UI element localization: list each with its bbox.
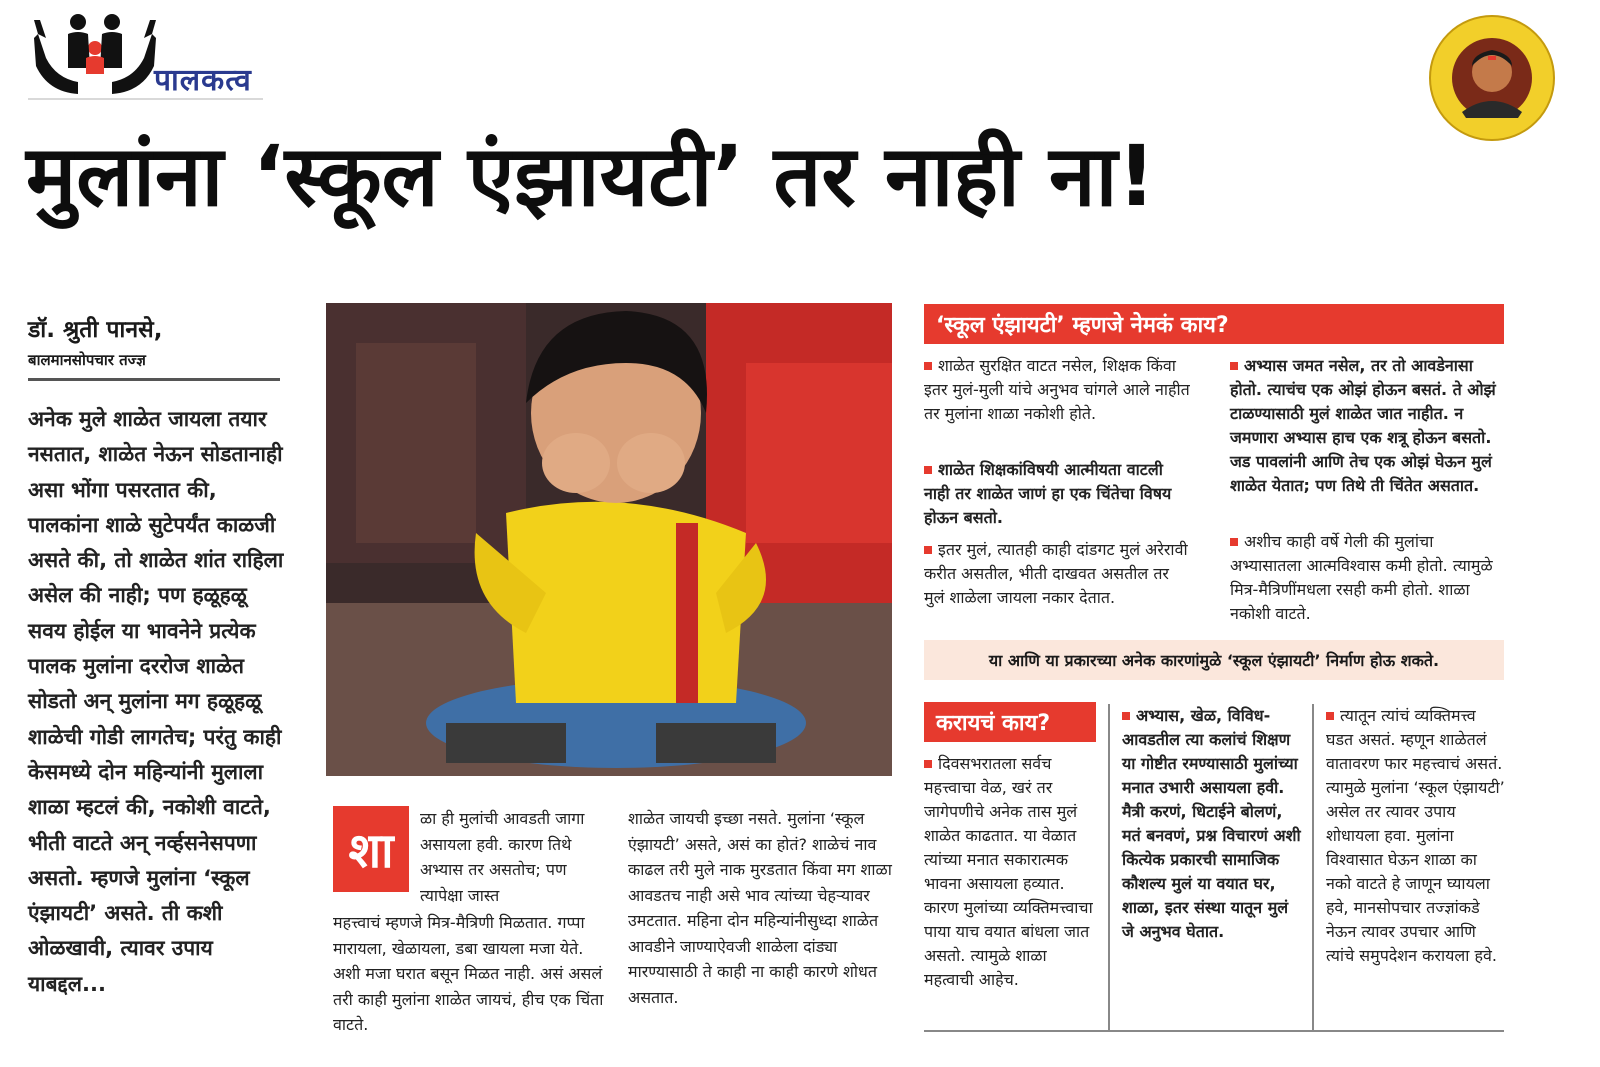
box2-heading: करायचं काय?	[924, 702, 1096, 742]
box1-heading: ‘स्कूल एंझायटी’ म्हणजे नेमकं काय?	[924, 304, 1504, 344]
column-divider	[1108, 704, 1110, 1030]
bullet-square-icon	[1230, 538, 1238, 546]
bullet-square-icon	[924, 546, 932, 554]
author-name: डॉ. श्रुती पानसे,	[28, 317, 163, 343]
dropcap: शा	[333, 806, 409, 892]
bullet-item: अभ्यास, खेळ, विविध-आवडतील त्या कलांचं शिक्षण या गोष्टीत रमण्यासाठी मुलांच्या मनात उभारी असायला हवी. मैत्री करणं, धिटाईने बोलणं, मतं बनवणं, प्रश्न विचारणं अशी कित्येक प्रकारची सामाजिक कौशल्य मुलं या वयात घर, शाळा, इतर संस्था यातून मुलं जे अनुभव घेतात.	[1122, 706, 1301, 941]
bullet-item: दिवसभरातला सर्वच महत्त्वाचा वेळ, खरं तर जागेपणीचे अनेक तास मुलं शाळेत काढतात. या वेळात त्यांच्या मनात सकारात्मक भावना असायला हव्यात. कारण मुलांच्या व्यक्तिमत्त्वाचा पाया याच वयात बांधला जात असतो. त्यामुळे शाळा महत्वाची आहेच.	[924, 754, 1093, 989]
bullet-item: शाळेत सुरक्षित वाटत नसेल, शिक्षक किंवा इतर मुलं-मुली यांचे अनुभव चांगले आले नाहीत तर मुलांना शाळा नकोशी होते.	[924, 356, 1190, 423]
article-col1-bottom: महत्त्वाचं म्हणजे मित्र-मैत्रिणी मिळतात. गप्पा मारायला, खेळायला, डबा खायला मजा येते. अशी मजा घरात बसून मिळत नाही. असं असलं तरी काही मुलांना शाळेत जायचं, हीच एक चिंता वाटते.	[333, 913, 604, 1034]
bullet-item: शाळेत शिक्षकांविषयी आत्मीयता वाटली नाही तर शाळेत जाणं हा एक चिंतेचा विषय होऊन बसतो.	[924, 460, 1172, 527]
article-col1-top: ळा ही मुलांची आवडती जागा असायला हवी. कारण तिथे अभ्यास तर असतोच; पण त्यापेक्षा जास्त	[420, 809, 585, 905]
bullet-item: इतर मुलं, त्यातही काही दांडगट मुलं अरेरावी करीत असतील, भीती दाखवत असतील तर मुलं शाळेला जायला नकार देतात.	[924, 540, 1188, 607]
crying-child-photo	[326, 303, 892, 776]
author-photo-badge	[1428, 14, 1556, 142]
header-rule	[28, 98, 263, 100]
bullet-square-icon	[924, 760, 932, 768]
headline: मुलांना ‘स्कूल एंझायटी’ तर नाही ना!	[26, 127, 1156, 225]
author-rule	[28, 378, 280, 381]
article-col2: शाळेत जायची इच्छा नसते. मुलांना ‘स्कूल एंझायटी’ असते, असं का होतं? शाळेचं नाव काढल तरी मुले नाक मुरडतात किंवा मग शाळा आवडतच नाही असे भाव त्यांच्या चेहऱ्यावर उमटतात. महिना दोन महिन्यांनीसुध्दा शाळेत आवडीने जाण्याऐवजी शाळेला दांड्या मारण्यासाठी ते काही ना काही कारणे शोधत असतात.	[628, 809, 892, 1007]
bullet-square-icon	[1326, 712, 1334, 720]
bullet-item: अशीच काही वर्षे गेली की मुलांचा अभ्यासातला आत्मविश्वास कमी होतो. त्यामुळे मित्र-मैत्रिणींमधला रसही कमी होतो. शाळा नकोशी वाटते.	[1230, 532, 1493, 623]
intro-text: अनेक मुले शाळेत जायला तयार नसतात, शाळेत नेऊन सोडतानाही असा भोंगा पसरतात की, पालकांना शाळे सुटेपर्यंत काळजी असते की, तो शाळेत शांत राहिला असेल की नाही; पण हळूहळू सवय होईल या भावनेने प्रत्येक पालक मुलांना दररोज शाळेत सोडतो अन् मुलांना मग हळूहळू शाळेची गोडी लागतेच; परंतु काही केसमध्ये दोन महिन्यांनी मुलाला शाळा म्हटलं की, नकोशी वाटते, भीती वाटते अन् नर्व्हसनेसपणा असतो. म्हणजे मुलांना ‘स्कूल एंझायटी’ असते. ती कशी ओळखावी, त्यावर उपाय याबद्दल...	[28, 407, 284, 996]
bullet-square-icon	[924, 466, 932, 474]
summary-strip: या आणि या प्रकारच्या अनेक कारणांमुळे ‘स्कूल एंझायटी’ निर्माण होऊ शकते.	[924, 640, 1504, 680]
bullet-item: त्यातून त्यांचं व्यक्तिमत्त्व घडत असतं. म्हणून शाळेतलं वातावरण फार महत्त्वाचं असतं. त्यामुळे मुलांना ‘स्कूल एंझायटी’ असेल तर त्यावर उपाय शोधायला हवा. मुलांना विश्वासात घेऊन शाळा का नको वाटते हे जाणून घ्यायला हवे, मानसोपचार तज्ज्ञांकडे नेऊन त्यावर उपचार आणि त्यांचे समुपदेशन करायला हवे.	[1326, 706, 1505, 965]
bullet-square-icon	[924, 362, 932, 370]
bottom-rule	[924, 1030, 1504, 1032]
bullet-item: अभ्यास जमत नसेल, तर तो आवडेनासा होतो. त्याचंच एक ओझं होऊन बसतं. ते ओझं टाळण्यासाठी मुलं शाळेत जात नाहीत. न जमणारा अभ्यास हाच एक शत्रू होऊन बसतो. जड पावलांनी आणि तेच एक ओझं घेऊन मुलं शाळेत येतात; पण तिथे ती चिंतेत असतात.	[1230, 356, 1496, 495]
bullet-square-icon	[1122, 712, 1130, 720]
author-title: बालमानसोपचार तज्ज्ञ	[28, 351, 146, 369]
column-divider	[1312, 704, 1314, 1030]
bullet-square-icon	[1230, 362, 1238, 370]
section-label: पालकत्व	[154, 63, 252, 98]
